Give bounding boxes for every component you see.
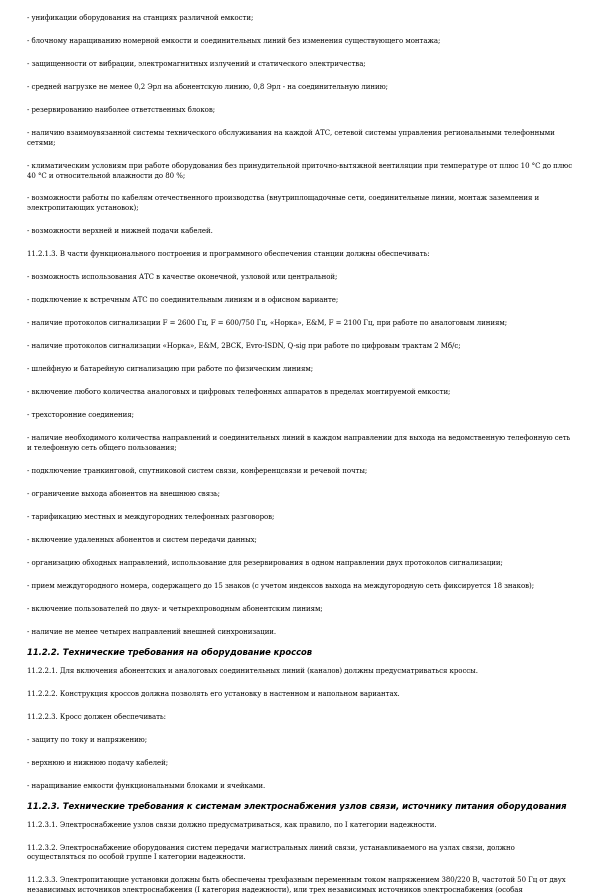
paragraph: - блочному наращиванию номерной емкости и соединительных линий без изменения существующего монтажа;	[27, 36, 441, 45]
paragraph-group-power	[27, 821, 573, 896]
paragraph: - наличию взаимоувязанной системы технического обслуживания на каждой АТС, сетевой системы управления региональными телефонными сетями;	[27, 128, 555, 147]
paragraph: - наличие протоколов сигнализации F = 2600 Гц, F = 600/750 Гц, «Норка», E&M, F = 2100 Гц, при работе по аналоговым линиям;	[27, 319, 508, 328]
paragraph: 11.2.2.2. Конструкция кроссов должна позволять его установку в настенном и напольном вариантах.	[27, 689, 400, 698]
paragraph: - подключение к встречным АТС по соединительным линиям и в офисном варианте;	[27, 296, 339, 305]
paragraph: - шлейфную и батарейную сигнализацию при работе по физическим линиям;	[27, 365, 314, 374]
paragraph: - резервированию наиболее ответственных блоков;	[27, 105, 216, 114]
paragraph-group-cross	[27, 667, 573, 792]
paragraph: - защиту по току и напряжению;	[27, 735, 148, 744]
paragraph: - унификации оборудования на станциях различной емкости;	[27, 14, 254, 22]
paragraph: - возможность использования АТС в качестве оконечной, узловой или центральной;	[27, 273, 338, 282]
paragraph: - включение любого количества аналоговых и цифровых телефонных аппаратов в пределах монтируемой емкости;	[27, 388, 451, 397]
section-heading-power-supply: 11.2.3. Технические требования к системам электроснабжения узлов связи, источнику питания оборудования	[27, 800, 567, 811]
paragraph: - ограничение выхода абонентов на внешнюю связь;	[27, 489, 220, 498]
paragraph: - организацию обходных направлений, использование для резервирования в одном направлении двух протоколов сигнализации;	[27, 558, 503, 567]
paragraph: - возможности верхней и нижней подачи кабелей.	[27, 227, 213, 236]
paragraph: - подключение транкинговой, спутниковой систем связи, конференцсвязи и речевой почты;	[27, 466, 368, 475]
paragraph: - наращивание емкости функциональными блоками и ячейками.	[27, 781, 266, 790]
paragraph: - климатическим условиям при работе оборудования без принудительной приточно-вытяжной вентиляции при температуре от плюс 10 °C до плюс 40 °C и относительной влажности до 80 %;	[27, 161, 573, 180]
paragraph: - наличие не менее четырех направлений внешней синхронизации.	[27, 627, 277, 636]
paragraph: 11.2.3.3. Электропитающие установки должны быть обеспечены трехфазным переменным током напряжением 380/220 В, частотой 50 Гц от двух независимых источников электроснабжения (I категория надежности), или трех независимых источников электроснабжения (особая	[27, 876, 566, 895]
paragraph: 11.2.3.1. Электроснабжение узлов связи должно предусматриваться, как правило, по I категории надежности.	[27, 820, 437, 829]
paragraph: - верхнюю и нижнюю подачу кабелей;	[27, 758, 169, 767]
paragraph: - тарификацию местных и междугородних телефонных разговоров;	[27, 512, 275, 521]
paragraph: - наличие протоколов сигнализации «Норка», E&M, 2ВСК, Evro-ISDN, Q-sig при работе по цифровым трактам 2 Мб/с;	[27, 342, 461, 351]
paragraph: - наличие необходимого количества направлений и соединительных линий в каждом направлении для выхода на ведомственную телефонную сеть и телефонную сеть общего пользования;	[27, 434, 571, 452]
paragraph: - трехсторонние соединения;	[27, 411, 134, 420]
paragraph: 11.2.1.3. В части функционального построения и программного обеспечения станции должны обеспечивать:	[27, 250, 430, 259]
paragraph: - прием междугородного номера, содержащего до 15 знаков (с учетом индексов выхода на междугородную сеть фиксируется 18 знаков);	[27, 581, 535, 590]
paragraph: - включение удаленных абонентов и систем передачи данных;	[27, 535, 257, 544]
paragraph-group-requirements	[27, 14, 573, 638]
paragraph: - защищенности от вибрации, электромагнитных излучений и статического электричества;	[27, 59, 366, 68]
paragraph: - возможности работы по кабелям отечественного производства (внутриплощадочные сети, соединительные линии, монтаж заземления и электропитающих установок);	[27, 194, 540, 213]
paragraph: - средней нагрузке не менее 0,2 Эрл на абонентскую линию, 0,8 Эрл - на соединительную линию;	[27, 82, 388, 91]
section-heading-cross-equipment: 11.2.2. Технические требования на оборудование кроссов	[27, 646, 313, 657]
paragraph: - включение пользователей по двух- и четырехпроводным абонентским линиям;	[27, 604, 323, 613]
paragraph: 11.2.2.3. Кросс должен обеспечивать:	[27, 712, 166, 721]
paragraph: 11.2.3.2. Электроснабжение оборудования систем передачи магистральных линий связи, устанавливаемого на узлах связи, должно осуществляться по особой группе I категории надежности.	[27, 843, 515, 862]
paragraph: 11.2.2.1. Для включения абонентских и аналоговых соединительных линий (каналов) должны предусматриваться кроссы.	[27, 666, 478, 675]
